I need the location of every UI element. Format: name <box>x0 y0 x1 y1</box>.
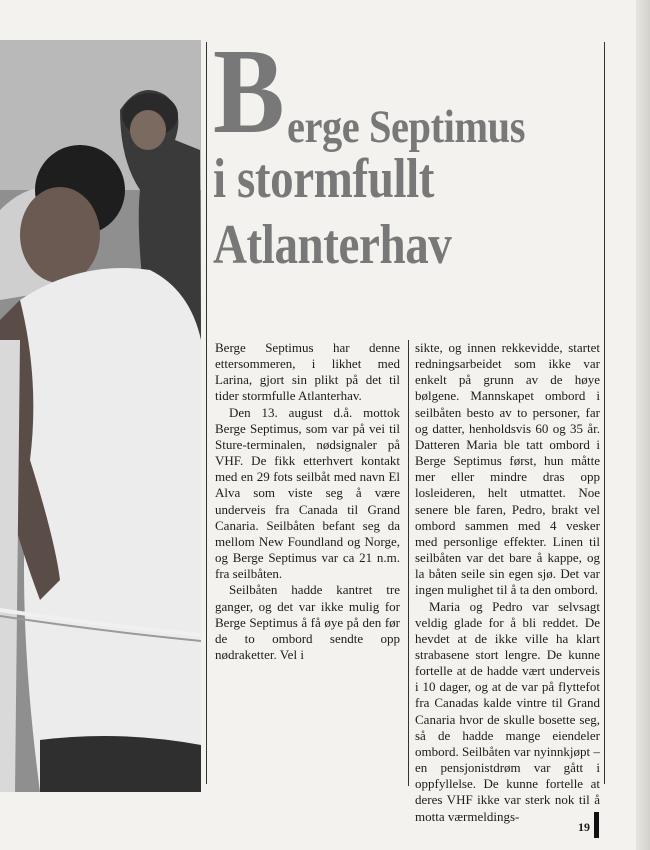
crew-photo-illustration <box>0 40 201 792</box>
paragraph: Maria og Pedro var selvsagt veldig glade for å bli reddet. De hevdet at de ikke ville ha klart strabasene stort lengre. De kunne fortelle at de hadde vært underveis i 10 dager, og at de var på flyttefot fra Canadas kalde vintre til Grand Canaria hvor de skulle bosette seg, så de hadde mange eiendeler ombord. Seilbåten var nyinnkjøpt – en pensjonistdrøm var gått i oppfyllelse. De kunne fortelle at deres VHF ikke var sterk nok til å motta værmeldings- <box>415 598 600 824</box>
article-column-1 <box>215 340 400 663</box>
page-marker-bar <box>594 812 599 838</box>
column-rule-middle <box>408 340 409 786</box>
paragraph: Seilbåten hadde kantret tre ganger, og det var ikke mulig for Berge Septimus å få øye på den før de to ombord sendte opp nødraketter. Vel i <box>215 582 400 662</box>
headline-line-1 <box>213 24 603 159</box>
headline-line-3: Atlanterhav <box>213 214 452 276</box>
paragraph: sikte, og innen rekkevidde, startet redningsarbeidet som ikke var enkelt på grunn av de høye bølgene. Mannskapet ombord i seilbåten besto av to personer, far og datter, henholdsvis 60 og 35 år. Datteren Maria ble tatt ombord i Berge Septimus først, hun måtte mer eller mindre dras opp losleideren, helt utmattet. Noe senere ble faren, Pedro, brakt vel ombord sammen med 4 vesker med personlige effekter. Linen til seilbåten var det bare å kappe, og la båten seile sin egen sjø. Det var ingen mulighet til å ta den ombord. <box>415 340 600 598</box>
column-rule-left <box>206 42 207 784</box>
article-column-2 <box>415 340 600 825</box>
page-number: 19 <box>578 820 590 834</box>
paragraph: Berge Septimus har denne ettersommeren, i likhet med Larina, gjort sin plikt på det til tider stormfulle Atlanterhav. <box>215 340 400 404</box>
article-photo <box>0 40 201 792</box>
article-headline <box>213 24 603 278</box>
paragraph: Den 13. august d.å. mottok Berge Septimus, som var på vei til Sture-terminalen, nødsignaler på VHF. De fikk etterhvert kontakt med en 29 fots seilbåt med navn El Alva som viste seg å være underveis fra Canada til Grand Canaria. Seilbåten befant seg da mellom New Foundland og Norge, og Berge Septimus var ca 21 n.m. fra seilbåten. <box>215 404 400 582</box>
page-edge <box>636 0 650 850</box>
column-rule-right <box>604 42 605 784</box>
headline-line-1-rest: erge Septimus <box>287 101 526 153</box>
headline-dropcap: B <box>213 24 285 159</box>
headline-line-2: i stormfullt <box>213 148 434 210</box>
